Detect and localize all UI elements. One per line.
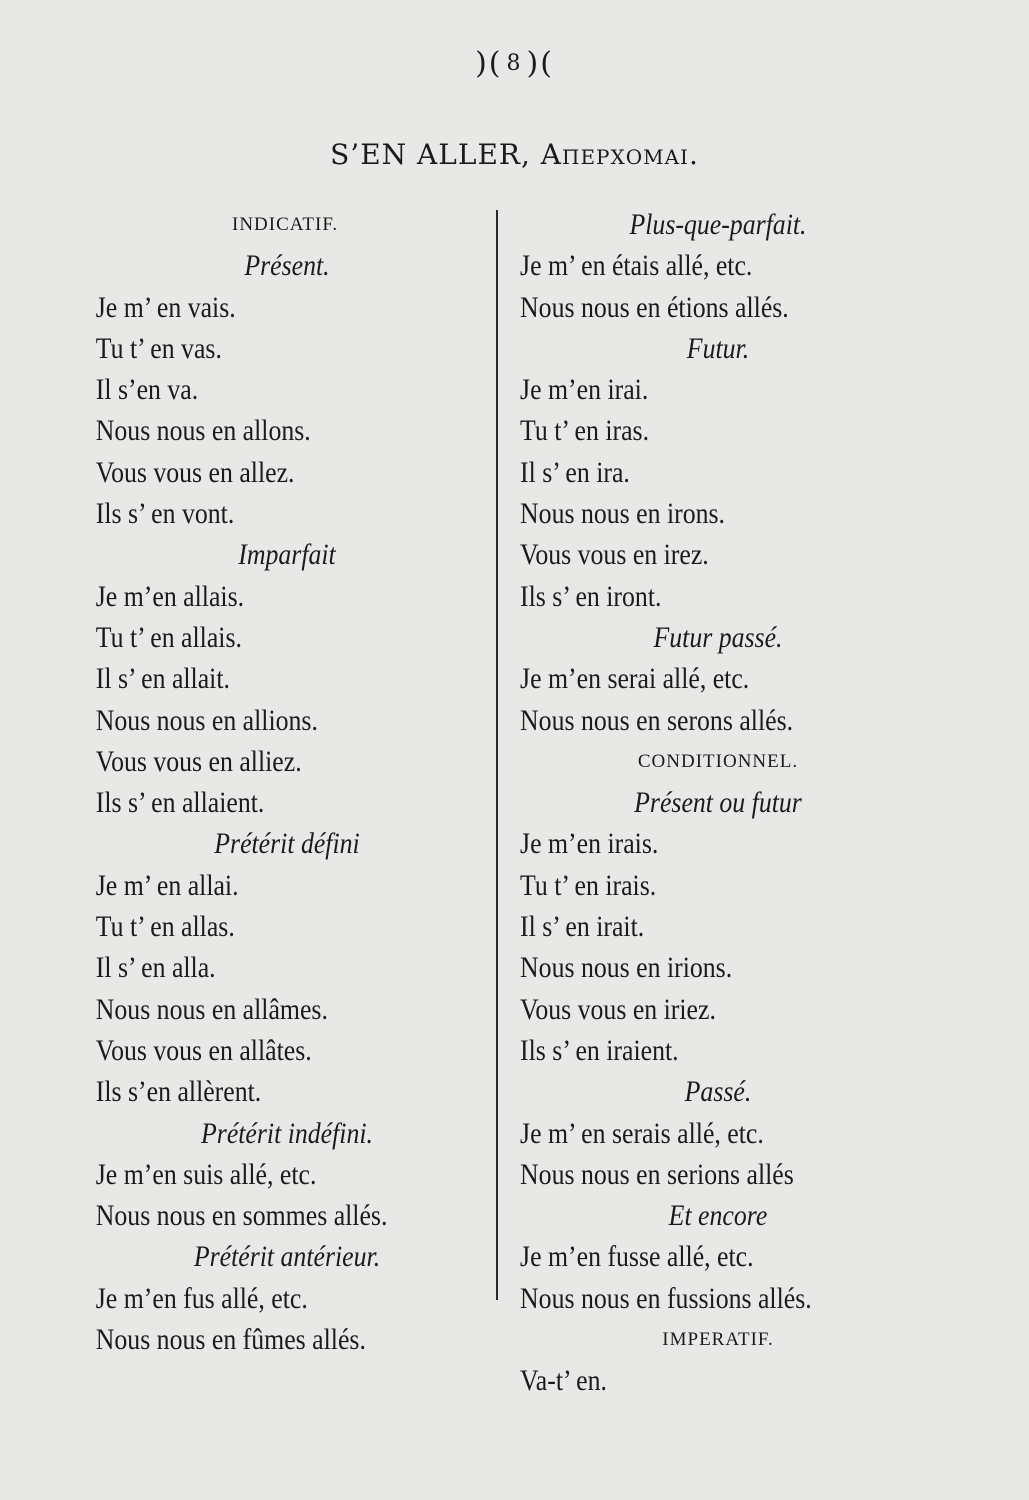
conjugation-line: Tu t’ en allas. [95, 910, 235, 944]
mood-heading: IMPERATIF. [662, 1329, 774, 1351]
conjugation-line: Nous nous en irions. [520, 951, 733, 985]
tense-heading: Prétérit antérieur. [193, 1240, 381, 1274]
conjugation-line: Vous vous en allâtes. [95, 1033, 312, 1067]
tense-heading: Présent ou futur [634, 786, 802, 820]
conjugation-line: Ils s’en allèrent. [95, 1075, 262, 1109]
conjugation-line: Tu t’ en irais. [520, 868, 657, 902]
tense-heading: Imparfait [238, 538, 336, 572]
conjugation-line: Nous nous en irons. [520, 497, 726, 531]
mood-heading: CONDITIONNEL. [637, 750, 799, 772]
conjugation-line: Je m’en irais. [520, 827, 659, 861]
conjugation-line: Nous nous en allâmes. [95, 992, 328, 1026]
conjugation-line: Nous nous en fûmes allés. [95, 1323, 366, 1357]
conjugation-line: Tu t’ en allais. [95, 620, 242, 654]
conjugation-line: Vous vous en iriez. [520, 992, 716, 1026]
conjugation-line: Je m’ en allai. [95, 868, 239, 902]
conjugation-line: Je m’en serai allé, etc. [520, 662, 750, 696]
right-column [508, 204, 928, 1402]
tense-heading: Et encore [668, 1199, 768, 1233]
conjugation-line: Il s’en va. [95, 373, 199, 407]
page-number-value: 8 [506, 51, 523, 76]
conjugation-line: Nous nous en allons. [95, 414, 311, 448]
conjugation-line: Nous nous en serons allés. [520, 703, 794, 737]
tense-heading: Futur. [686, 331, 750, 365]
conjugation-line: Nous nous en étions allés. [520, 290, 789, 324]
conjugation-line: Il s’ en ira. [520, 455, 630, 489]
page-title: S’EN ALLER, Απερχομαι. [330, 138, 699, 171]
conjugation-line: Va-t’ en. [520, 1364, 607, 1398]
conjugation-line: Ils s’ en iraient. [520, 1033, 679, 1067]
conjugation-line: Je m’en suis allé, etc. [95, 1157, 317, 1191]
tense-heading: Plus-que-parfait. [629, 208, 807, 241]
tense-heading: Passé. [684, 1075, 752, 1109]
conjugation-line: Nous nous en serions allés [520, 1157, 794, 1191]
conjugation-line: Je m’en irai. [520, 373, 649, 407]
conjugation-line: Ils s’ en allaient. [95, 786, 265, 820]
tense-heading: Futur passé. [653, 620, 783, 654]
conjugation-line: Tu t’ en vas. [95, 331, 222, 365]
conjugation-line: Je m’en fusse allé, etc. [520, 1240, 754, 1274]
conjugation-line: Je m’ en étais allé, etc. [520, 249, 753, 283]
conjugation-line: Nous nous en allions. [95, 703, 318, 737]
conjugation-line: Tu t’ en iras. [520, 414, 650, 448]
column-divider [496, 210, 498, 1300]
conjugation-line: Nous nous en fussions allés. [520, 1281, 812, 1315]
conjugation-line: Il s’ en allait. [95, 662, 230, 696]
left-column [82, 204, 492, 1360]
conjugation-line: Vous vous en allez. [95, 455, 295, 489]
conjugation-line: Je m’ en serais allé, etc. [520, 1116, 764, 1150]
tense-heading: Présent. [244, 249, 330, 283]
conjugation-line: Je m’en allais. [95, 579, 245, 613]
conjugation-line: Vous vous en irez. [520, 538, 709, 572]
tense-heading: Prétérit indéfini. [201, 1116, 373, 1150]
conjugation-line: Ils s’ en iront. [520, 579, 662, 613]
conjugation-line: Il s’ en alla. [95, 951, 216, 985]
conjugation-line: Vous vous en alliez. [95, 744, 302, 778]
conjugation-line: Il s’ en irait. [520, 910, 645, 944]
conjugation-line: Nous nous en sommes allés. [95, 1199, 388, 1233]
mood-heading: INDICATIF. [232, 214, 339, 235]
conjugation-line: Je m’ en vais. [95, 290, 236, 324]
page-number: )( 8 )( [475, 46, 554, 81]
conjugation-line: Ils s’ en vont. [95, 497, 235, 531]
tense-heading: Prétérit défini [214, 827, 360, 861]
conjugation-line: Je m’en fus allé, etc. [95, 1281, 308, 1315]
